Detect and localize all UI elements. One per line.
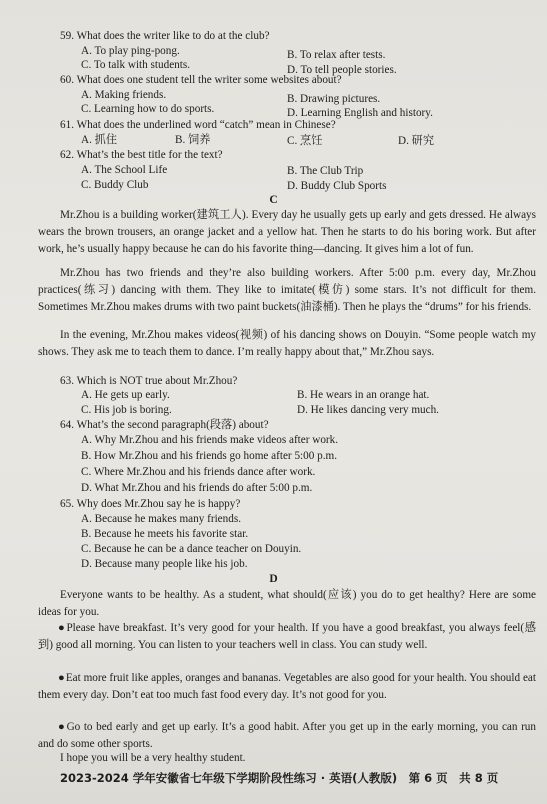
question-59-option-c: C. To talk with students.: [81, 59, 191, 71]
question-60-option-d: D. Learning English and history.: [287, 107, 433, 119]
question-63-option-a: A. He gets up early.: [81, 389, 170, 401]
question-59-option-b: B. To relax after tests.: [287, 49, 386, 61]
question-65-stem: 65. Why does Mr.Zhou say he is happy?: [60, 498, 241, 510]
question-62-stem: 62. What’s the best title for the text?: [60, 149, 223, 161]
question-64-option-a: A. Why Mr.Zhou and his friends make videos after work.: [81, 434, 339, 446]
question-61-stem: 61. What does the underlined word “catch” mean in Chinese?: [60, 119, 336, 131]
question-61-option-a: A. 抓住: [81, 134, 118, 146]
question-65-option-a: A. Because he makes many friends.: [81, 513, 241, 525]
question-64-option-b: B. How Mr.Zhou and his friends go home after 5:00 p.m.: [81, 450, 338, 462]
passage-d-paragraph-1: Everyone wants to be healthy. As a student, what should(应该) you do to get healthy? Here are some ideas for you.: [38, 589, 536, 618]
question-60-option-b: B. Drawing pictures.: [287, 93, 381, 105]
question-63-stem: 63. Which is NOT true about Mr.Zhou?: [60, 375, 238, 387]
question-60-option-a: A. Making friends.: [81, 89, 167, 101]
passage-d-paragraph-2: ● Please have breakfast. It’s very good for your health. If you have a good breakfast, you always feel(感到) good all morning. You can listen to your teachers well in class. You can study well.: [38, 620, 536, 654]
question-61-option-c: C. 烹饪: [287, 135, 323, 147]
question-65-option-d: D. Because many people like his job.: [81, 558, 248, 570]
passage-d-paragraph-3: ● Eat more fruit like apples, oranges and bananas. Vegetables are also good for your health. You should eat them every day. Don’t eat too much fast food every day. It’s not good for you.: [38, 670, 536, 704]
question-65-option-b: B. Because he meets his favorite star.: [81, 528, 249, 540]
section-c-heading: C: [269, 194, 278, 206]
question-64-stem: 64. What’s the second paragraph(段落) about?: [60, 419, 269, 431]
passage-c-paragraph-2: Mr.Zhou has two friends and they’re also building workers. After 5:00 p.m. every day, Mr.Zhou practices(练习) dancing with them. They like to imitate(模仿) some stars. It’s not difficult for them. Sometimes Mr.Zhou makes drums with two paint buckets(油漆桶). Then he plays the “drums” for his friends.: [38, 267, 536, 313]
question-63-option-b: B. He wears in an orange hat.: [297, 389, 430, 401]
question-62-option-a: A. The School Life: [81, 164, 168, 176]
page-footer: 2023-2024 学年安徽省七年级下学期阶段性练习 · 英语(人教版) 第 6 页 共 8 页: [60, 771, 499, 785]
passage-c-paragraph-3: In the evening, Mr.Zhou makes videos(视频) of his dancing shows on Douyin. “Some people watch my shows. They ask me to teach them to dance. I’m really happy about that,” Mr.Zhou says.: [38, 329, 536, 358]
question-65-option-c: C. Because he can be a dance teacher on Douyin.: [81, 543, 302, 555]
question-59-option-d: D. To tell people stories.: [287, 64, 397, 76]
question-62-option-b: B. The Club Trip: [287, 165, 364, 177]
question-64-option-d: D. What Mr.Zhou and his friends do after 5:00 p.m.: [81, 482, 313, 494]
question-60-stem: 60. What does one student tell the writer some websites about?: [60, 74, 342, 86]
passage-c-paragraph-1: Mr.Zhou is a building worker(建筑工人). Every day he usually gets up early and gets dressed. He always wears the brown trousers, an orange jacket and a yellow hat. Then he starts to do his boring work. But after work, he’s usually happy because he can do his favorite thing—dancing. It gives him a lot of fun.: [38, 209, 536, 255]
question-61-option-b: B. 饲养: [175, 134, 211, 146]
question-63-option-c: C. His job is boring.: [81, 404, 172, 416]
question-63-option-d: D. He likes dancing very much.: [297, 404, 439, 416]
question-62-option-c: C. Buddy Club: [81, 179, 149, 191]
question-62-option-d: D. Buddy Club Sports: [287, 180, 387, 192]
question-60-option-c: C. Learning how to do sports.: [81, 103, 215, 115]
passage-d-paragraph-4: ● Go to bed early and get up early. It’s a good habit. After you get up in the early morning, you can run and do some other sports.: [38, 719, 536, 753]
passage-d-paragraph-5: I hope you will be a very healthy student.: [60, 752, 246, 764]
question-61-option-d: D. 研究: [398, 135, 435, 147]
question-59-option-a: A. To play ping-pong.: [81, 45, 180, 57]
question-64-option-c: C. Where Mr.Zhou and his friends dance after work.: [81, 466, 316, 478]
question-59-stem: 59. What does the writer like to do at the club?: [60, 30, 270, 42]
section-d-heading: D: [269, 573, 278, 585]
